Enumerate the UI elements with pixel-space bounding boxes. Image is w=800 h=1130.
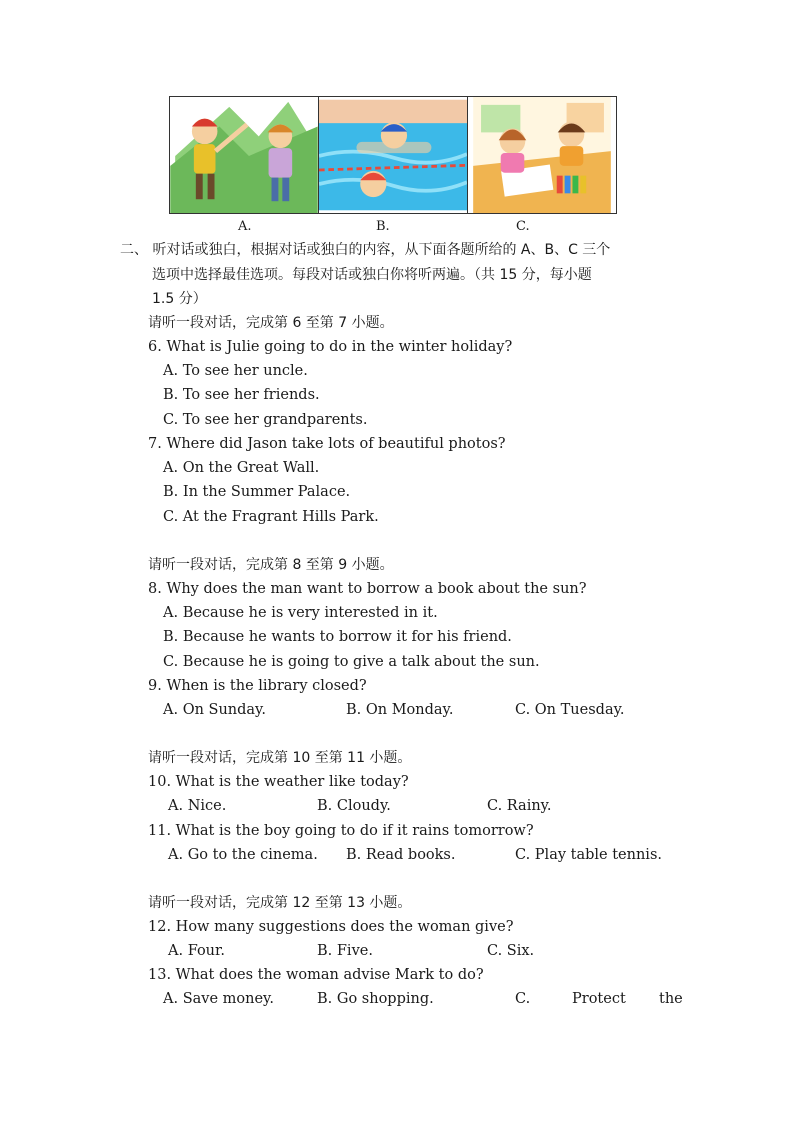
question-13-option-c-word1: Protect [572, 991, 626, 1007]
question-10-option-c: C. Rainy. [487, 798, 552, 814]
picture-a [170, 97, 319, 213]
swimming-kids-icon [319, 97, 467, 213]
question-7-option-a: A. On the Great Wall. [163, 460, 320, 476]
question-8: 8. Why does the man want to borrow a book about the sun? [148, 581, 587, 597]
question-10: 10. What is the weather like today? [148, 774, 409, 790]
question-9-option-c: C. On Tuesday. [515, 702, 625, 718]
picture-label-a: A. [238, 219, 252, 234]
question-12-option-a: A. Four. [168, 943, 225, 959]
question-11-option-c: C. Play table tennis. [515, 847, 662, 863]
question-8-option-b: B. Because he wants to borrow it for his friend. [163, 629, 512, 645]
question-13-option-c-label: C. [515, 991, 531, 1007]
hiking-kids-icon [170, 97, 318, 213]
group-intro: 请听一段对话，完成第 10 至第 11 小题。 [148, 750, 412, 766]
question-13-option-c-word2: the [659, 991, 683, 1007]
group-intro: 请听一段对话，完成第 6 至第 7 小题。 [148, 315, 394, 331]
question-9-option-a: A. On Sunday. [163, 702, 266, 718]
question-6-option-b: B. To see her friends. [163, 387, 320, 403]
question-7: 7. Where did Jason take lots of beautiful photos? [148, 436, 506, 452]
group-intro: 请听一段对话，完成第 12 至第 13 小题。 [148, 895, 412, 911]
group-intro: 请听一段对话，完成第 8 至第 9 小题。 [148, 557, 394, 573]
picture-label-c: C. [516, 219, 530, 234]
question-6-option-a: A. To see her uncle. [163, 363, 308, 379]
question-7-option-c: C. At the Fragrant Hills Park. [163, 509, 379, 525]
question-9: 9. When is the library closed? [148, 678, 367, 694]
question-8-option-c: C. Because he is going to give a talk about the sun. [163, 654, 540, 670]
question-13-option-a: A. Save money. [163, 991, 274, 1007]
section-instructions-line2: 选项中选择最佳选项。每段对话或独白你将听两遍。（共 15 分，每小题 [152, 267, 592, 283]
picture-label-b: B. [376, 219, 390, 234]
question-12-option-c: C. Six. [487, 943, 535, 959]
question-11: 11. What is the boy going to do if it rains tomorrow? [148, 823, 534, 839]
question-8-option-a: A. Because he is very interested in it. [163, 605, 438, 621]
question-6-option-c: C. To see her grandparents. [163, 412, 368, 428]
question-13: 13. What does the woman advise Mark to do? [148, 967, 484, 983]
question-12: 12. How many suggestions does the woman give? [148, 919, 514, 935]
question-11-option-a: A. Go to the cinema. [168, 847, 318, 863]
drawing-kids-icon [468, 97, 616, 213]
section-instructions-line3: 1.5 分） [152, 291, 207, 307]
picture-b [319, 97, 468, 213]
picture-strip [169, 96, 617, 214]
question-9-option-b: B. On Monday. [346, 702, 454, 718]
question-11-option-b: B. Read books. [346, 847, 456, 863]
question-10-option-a: A. Nice. [168, 798, 227, 814]
question-13-option-b: B. Go shopping. [317, 991, 434, 1007]
question-6: 6. What is Julie going to do in the winter holiday? [148, 339, 513, 355]
section-instructions-line1: 二、 听对话或独白，根据对话或独白的内容，从下面各题所给的 A、B、C 三个 [120, 242, 611, 258]
question-12-option-b: B. Five. [317, 943, 373, 959]
question-7-option-b: B. In the Summer Palace. [163, 484, 351, 500]
question-10-option-b: B. Cloudy. [317, 798, 391, 814]
picture-c [468, 97, 616, 213]
